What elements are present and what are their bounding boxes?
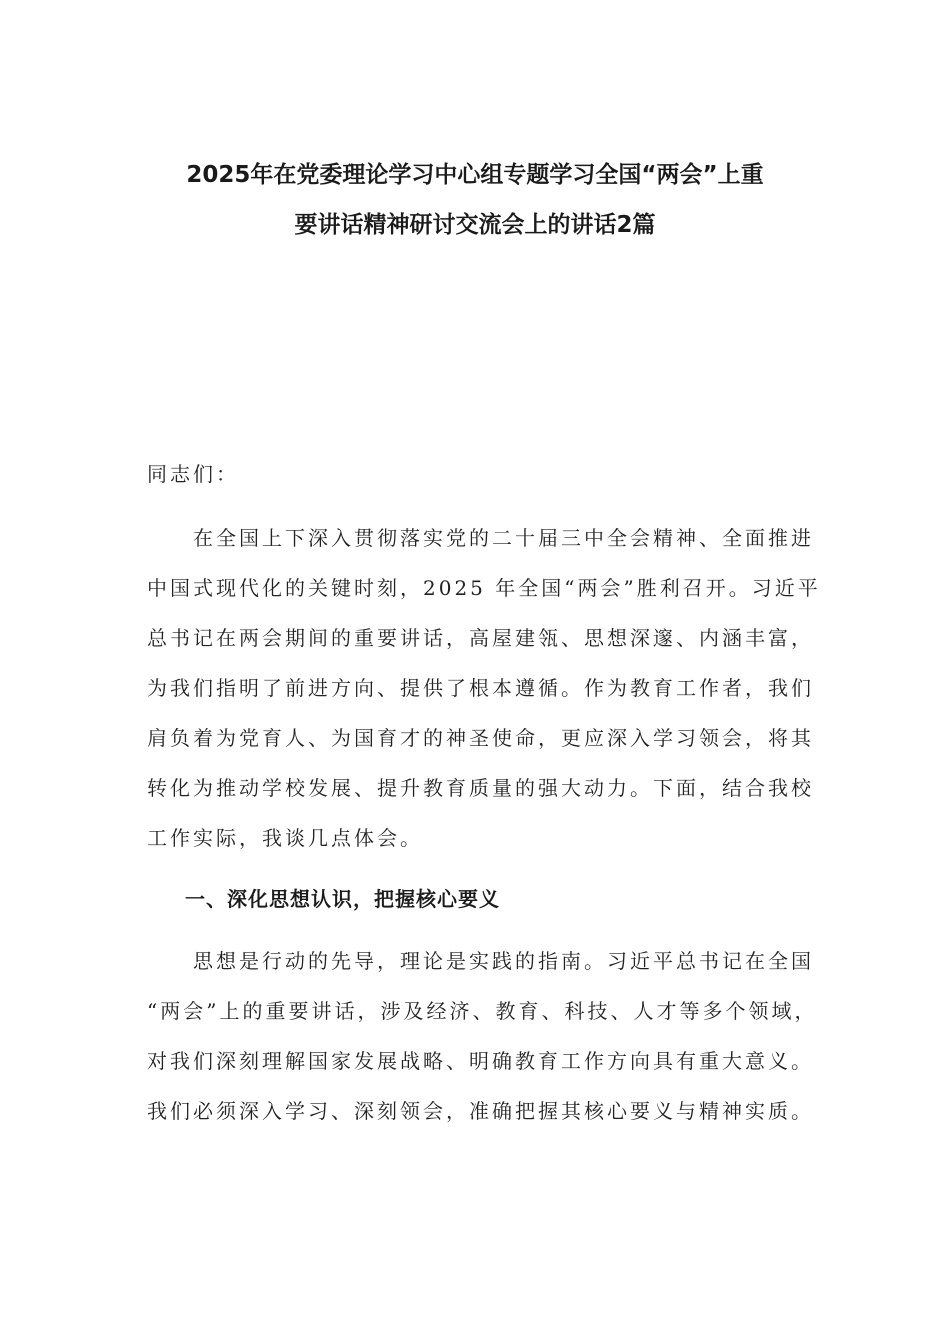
paragraph-2-line: 对我们深刻理解国家发展战略、明确教育工作方向具有重大意义。 — [147, 1049, 814, 1073]
paragraph-2-line: 我们必须深入学习、深刻领会，准确把握其核心要义与精神实质。 — [147, 1099, 814, 1123]
paragraph-2-line: “两会”上的重要讲话，涉及经济、教育、科技、人才等多个领域， — [147, 999, 818, 1023]
paragraph-1-line: 中国式现代化的关键时刻，2025 年全国“两会”胜利召开。习近平 — [147, 576, 821, 600]
salutation: 同志们： — [147, 462, 239, 486]
paragraph-1-line: 工作实际，我谈几点体会。 — [147, 826, 423, 850]
paragraph-1-line: 转化为推动学校发展、提升教育质量的强大动力。下面，结合我校 — [147, 776, 814, 800]
section-1-heading: 一、深化思想认识，把握核心要义 — [185, 887, 500, 911]
paragraph-1-line: 在全国上下深入贯彻落实党的二十届三中全会精神、全面推进 — [147, 526, 814, 550]
paragraph-2-line: 思想是行动的先导，理论是实践的指南。习近平总书记在全国 — [147, 949, 814, 973]
document-title-line-2: 要讲话精神研讨交流会上的讲话2篇 — [294, 212, 656, 238]
paragraph-1-line: 为我们指明了前进方向、提供了根本遵循。作为教育工作者，我们 — [147, 676, 814, 700]
paragraph-1-line: 肩负着为党育人、为国育才的神圣使命，更应深入学习领会，将其 — [147, 726, 814, 750]
paragraph-1-line: 总书记在两会期间的重要讲话，高屋建瓴、思想深邃、内涵丰富， — [147, 626, 814, 650]
document-title-line-1: 2025年在党委理论学习中心组专题学习全国“两会”上重 — [186, 162, 764, 188]
